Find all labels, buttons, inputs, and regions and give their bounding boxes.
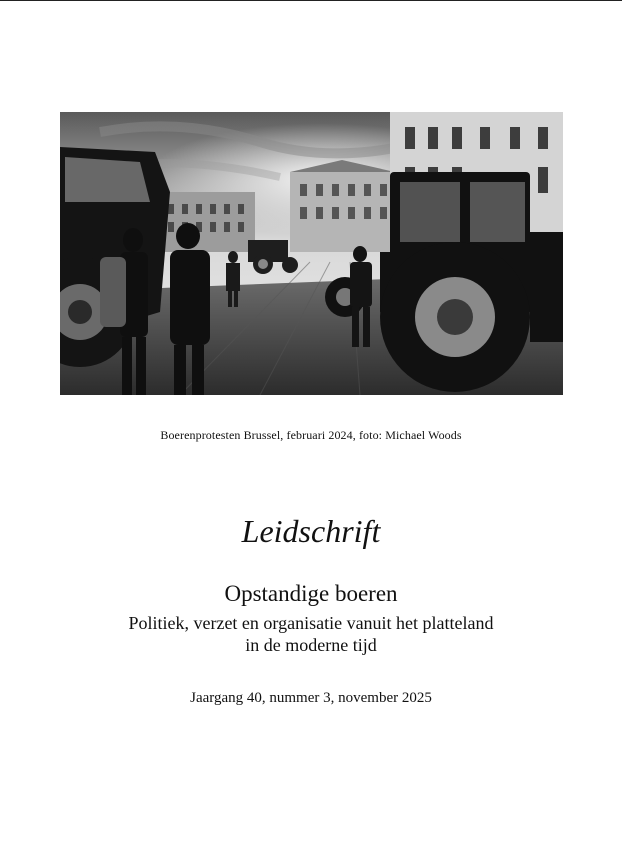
subtitle-line-2: in de moderne tijd [245,635,377,655]
journal-title: Leidschrift [241,513,381,549]
issue-subtitle [0,612,622,656]
volume-info: Jaargang 40, nummer 3, november 2025 [190,690,432,706]
farmers-protest-image [60,112,563,395]
top-border [0,0,622,1]
issue-title: Opstandige boeren [224,581,398,606]
cover-photo [60,112,563,395]
photo-caption: Boerenprotesten Brussel, februari 2024, foto: Michael Woods [160,428,462,442]
subtitle-line-1: Politiek, verzet en organisatie vanuit het platteland [128,613,494,633]
